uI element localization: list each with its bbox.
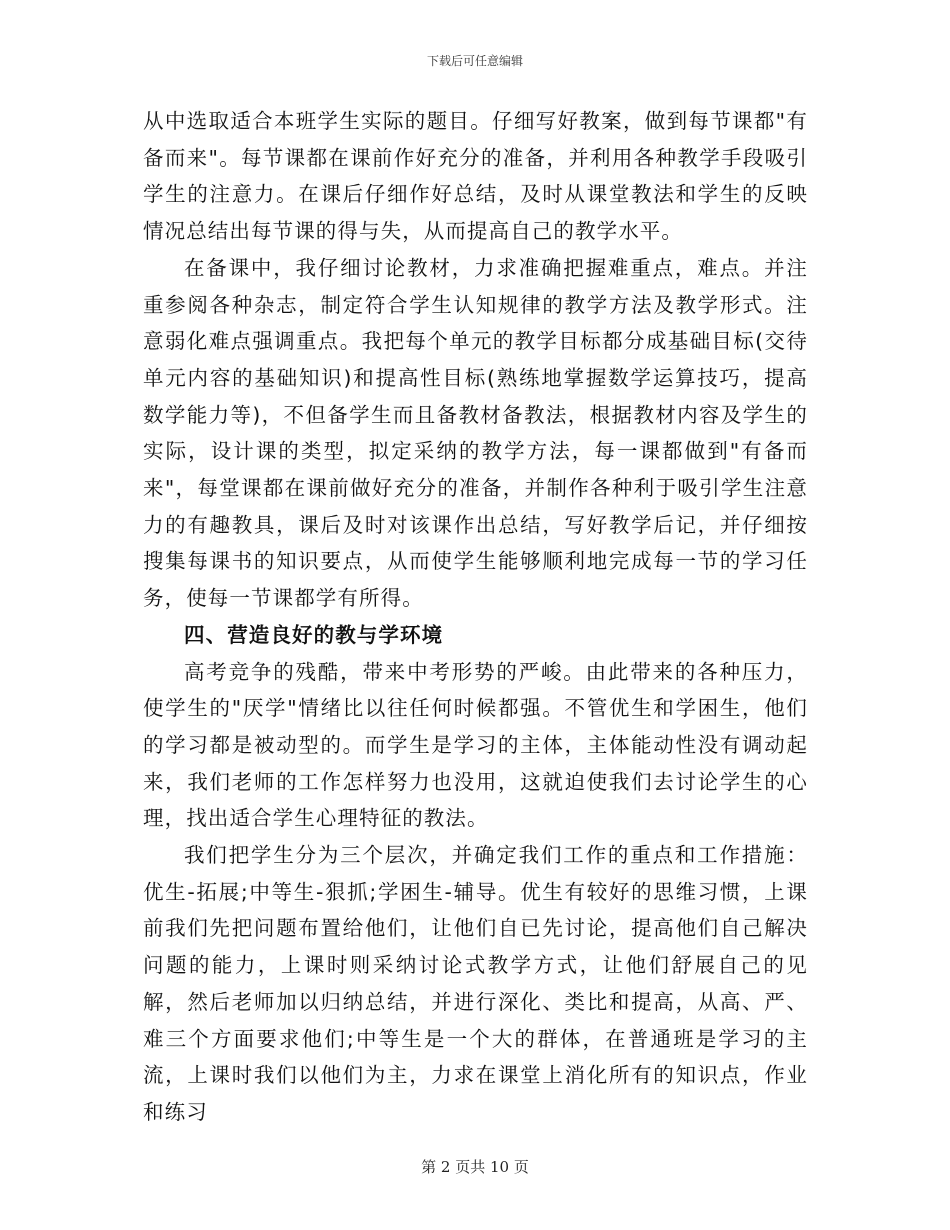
paragraph-student-levels: 我们把学生分为三个层次，并确定我们工作的重点和工作措施：优生-拓展;中等生-狠抓;学困生-辅导。优生有较好的思维习惯，上课前我们先把问题布置给他们，让他们自已先讨论，提高他们自己解决问题的能力，上课时则采纳讨论式教学方式，让他们舒展自己的见解，然后老师加以归纳总结，并进行深化、类比和提高，从高、严、难三个方面要求他们;中等生是一个大的群体，在普通班是学习的主流，上课时我们以他们为主，力求在课堂上消化所有的知识点，作业和练习 — [143, 843, 808, 1124]
paragraph-lesson-prep: 在备课中，我仔细讨论教材，力求准确把握难重点，难点。并注重参阅各种杂志，制定符合学生认知规律的教学方法及教学形式。注意弱化难点强调重点。我把每个单元的教学目标都分成基础目标(交待单元内容的基础知识)和提高性目标(熟练地掌握数学运算技巧，提高数学能力等)，不但备学生而且备教材备教法，根据教材内容及学生的实际，设计课的类型，拟定采纳的教学方法，每一课都做到"有备而来"，每堂课都在课前做好充分的准备，并制作各种利于吸引学生注意力的有趣教具，课后及时对该课作出总结，写好教学后记，并仔细按搜集每课书的知识要点，从而使学生能够顺利地完成每一节的学习任务，使每一节课都学有所得。 — [143, 255, 808, 611]
page-header: 下载后可任意编辑 — [426, 54, 523, 68]
page-footer: 第 2 页共 10 页 — [421, 1158, 529, 1176]
paragraph-exam-pressure: 高考竞争的残酷，带来中考形势的严峻。由此带来的各种压力，使学生的"厌学"情绪比以往任何时候都强。不管优生和学困生，他们的学习都是被动型的。而学生是学习的主体，主体能动性没有调动起来，我们老师的工作怎样努力也没用，这就迫使我们去讨论学生的心理，找出适合学生心理特征的教法。 — [143, 659, 808, 831]
document-body — [143, 103, 808, 1131]
paragraph-continued: 从中选取适合本班学生实际的题目。仔细写好教案，做到每节课都"有备而来"。每节课都在课前作好充分的准备，并利用各种教学手段吸引学生的注意力。在课后仔细作好总结，及时从课堂教法和学生的反映情况总结出每节课的得与失，从而提高自己的教学水平。 — [143, 109, 808, 244]
section-heading: 四、营造良好的教与学环境 — [184, 622, 444, 647]
